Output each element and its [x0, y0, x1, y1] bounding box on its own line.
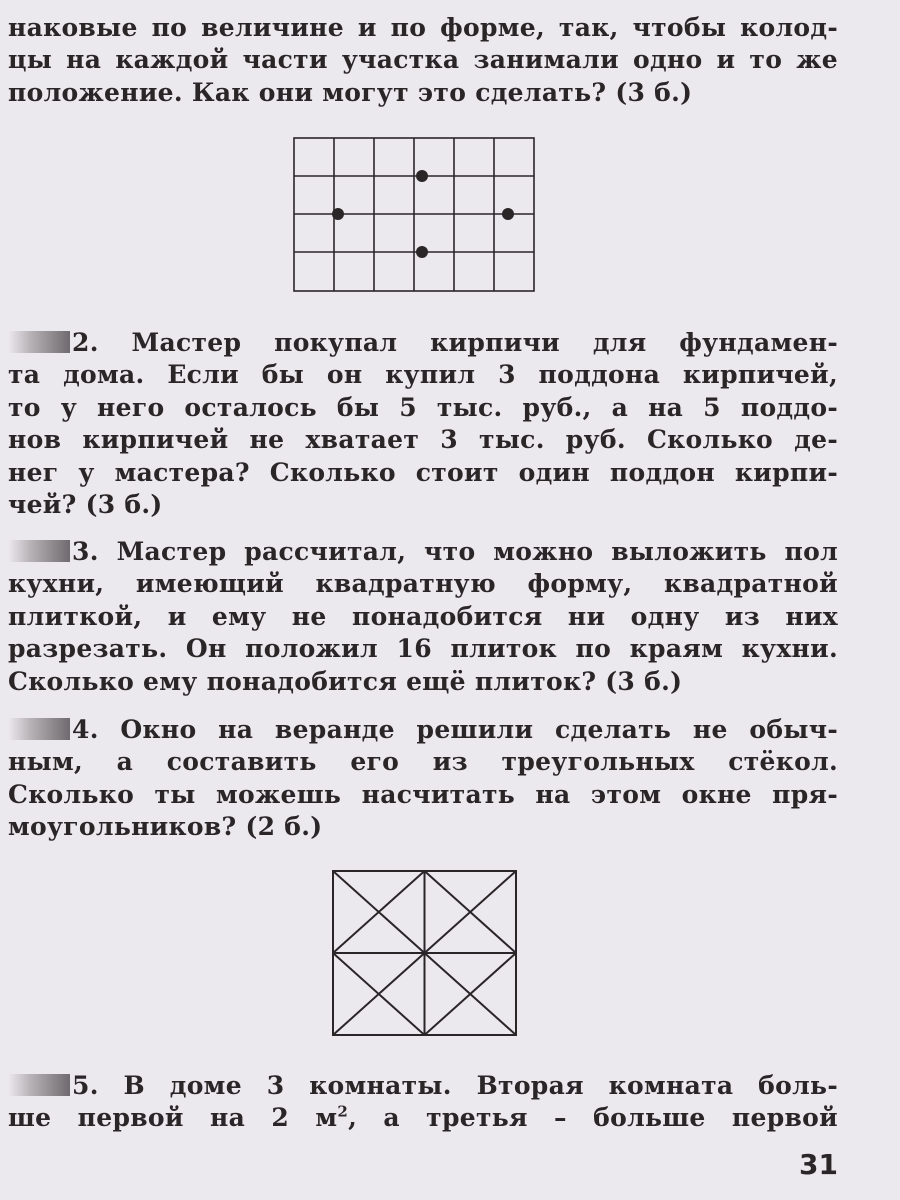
- task-marker: [8, 540, 70, 562]
- page-number: 31: [799, 1148, 838, 1181]
- well-dot: [332, 208, 344, 220]
- text-line: ным, а составить его из треугольных стёкол.: [8, 747, 838, 777]
- well-dot: [416, 246, 428, 258]
- text-line: та дома. Если бы он купил 3 поддона кирпичей,: [8, 360, 838, 390]
- task-number: 3.: [72, 537, 99, 566]
- text-line: моугольников? (2 б.): [8, 812, 323, 842]
- task-marker: [8, 718, 70, 740]
- task-marker: [8, 331, 70, 353]
- text-line: чей? (3 б.): [8, 490, 163, 520]
- task-number: 4.: [72, 715, 99, 744]
- text-line: нег у мастера? Сколько стоит один поддон кирпи-: [8, 457, 838, 487]
- task-2: [8, 327, 838, 521]
- task-5: [8, 1070, 838, 1135]
- well-dot: [502, 208, 514, 220]
- text-line-content: В доме 3 комнаты. Вторая комната боль-: [123, 1071, 838, 1100]
- text-line: кухни, имеющий квадратную форму, квадратной: [8, 569, 838, 599]
- task1-continuation: [8, 12, 838, 109]
- text-line: нов кирпичей не хватает 3 тыс. руб. Сколько де-: [8, 425, 838, 455]
- text-line-content: Мастер покупал кирпичи для фундамен-: [131, 328, 838, 357]
- text-line: [8, 1070, 838, 1102]
- text-line: Сколько ему понадобится ещё плиток? (3 б.): [8, 666, 683, 696]
- text-fragment: ше первой на 2 м: [8, 1103, 338, 1133]
- text-fragment: , а третья – больше первой: [348, 1103, 838, 1133]
- plot-grid-figure: [293, 137, 543, 297]
- text-line: разрезать. Он положил 16 плиток по краям кухни.: [8, 634, 838, 664]
- task-number: 2.: [72, 328, 99, 357]
- text-line: [8, 327, 838, 359]
- task-marker: [8, 1074, 70, 1096]
- text-line: [8, 536, 838, 568]
- text-line: [8, 1102, 838, 1134]
- text-line: цы на каждой части участка занимали одно и то же: [8, 45, 838, 75]
- window-figure: [330, 868, 520, 1040]
- superscript: 2: [337, 1103, 349, 1122]
- task-3: [8, 536, 838, 698]
- text-line: то у него осталось бы 5 тыс. руб., а на 5 поддо-: [8, 392, 838, 422]
- task-number: 5.: [72, 1071, 99, 1100]
- text-line: плиткой, и ему не понадобится ни одну из них: [8, 601, 838, 631]
- text-line-content: Мастер рассчитал, что можно выложить пол: [116, 537, 838, 566]
- task-4: [8, 714, 838, 844]
- text-line: положение. Как они могут это сделать? (3 б.): [8, 77, 693, 107]
- text-line-content: Окно на веранде решили сделать не обыч-: [120, 715, 839, 744]
- well-dot: [416, 170, 428, 182]
- text-line: Сколько ты можешь насчитать на этом окне пря-: [8, 779, 838, 809]
- text-line: [8, 714, 838, 746]
- text-line: наковые по величине и по форме, так, чтобы колод-: [8, 13, 838, 42]
